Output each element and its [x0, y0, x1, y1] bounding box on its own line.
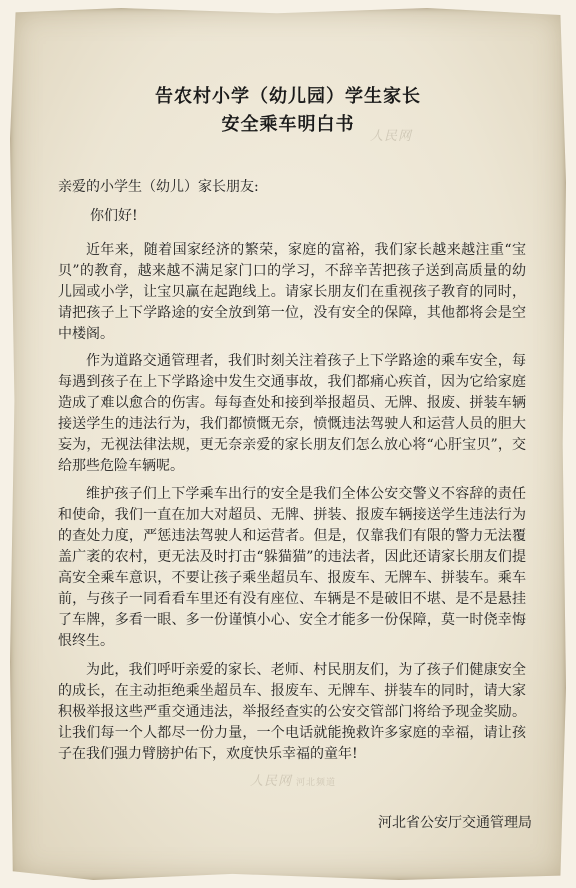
watermark-brand: 人民网 [370, 129, 413, 144]
paragraph: 为此，我们呼吁亲爱的家长、老师、村民朋友们，为了孩子们健康安全的成长，在主动拒绝乘坐超员车、报废车、无牌车、拼装车的同时，请大家积极举报这些严重交通违法，举报经查实的公安交管部门将给予现金奖励。让我们每一个人都尽一份力量，一个电话就能挽救许多家庭的幸福，请让孩子在我们强力臂膀护佑下，欢度快乐幸福的童年! [58, 662, 526, 762]
greeting: 你们好! [90, 208, 138, 224]
document-title-line1: 告农村小学（幼儿园）学生家长 [155, 86, 421, 107]
paragraph: 近年来，随着国家经济的繁荣，家庭的富裕，我们家长越来越注重“宝贝”的教育，越来越不满足家门口的学习，不辞辛苦把孩子送到高质量的幼儿园或小学，让宝贝赢在起跑线上。请家长朋友们在重视孩子教育的同时，请把孩子上下学路途的安全放到第一位，没有安全的保障，其他都将会是空中楼阁。 [58, 242, 526, 342]
paragraph: 作为道路交通管理者，我们时刻关注着孩子上下学路途的乘车安全，每每遇到孩子在上下学路途中发生交通事故，我们都痛心疾首，因为它给家庭造成了难以愈合的伤害。每每查处和接到举报超员、无牌、报废、拼装车辆接送学生的违法行为，我们都愤慨无奈，愤慨违法驾驶人和运营人员的胆大妄为，无视法律法规，更无奈亲爱的家长朋友们怎么放心将“心肝宝贝”，交给那些危险车辆呢。 [58, 353, 526, 474]
watermark-logo-bottom [250, 770, 336, 789]
paragraph: 维护孩子们上下学乘车出行的安全是我们全体公安交警义不容辞的责任和使命，我们一直在加大对超员、无牌、拼装、报废车辆接送学生违法行为的查处力度，严惩违法驾驶人和运营者。但是，仅靠我们有限的警力无法覆盖广袤的农村，更无法及时打击“躲猫猫”的违法者，因此还请家长朋友们提高安全乘车意识，不要让孩子乘坐超员车、报废车、无牌车、拼装车。乘车前，与孩子一同看看车里还有没有座位、车辆是不是破旧不堪、是不是悬挂了车牌，多看一眼、多一份谨慎小心、安全才能多一份保障，莫一时侥幸悔恨终生。 [58, 486, 526, 649]
watermark-brand: 人民网 [250, 774, 293, 789]
document-title-line2: 安全乘车明白书 [221, 114, 355, 135]
signature: 河北省公安厅交通管理局 [378, 815, 532, 831]
salutation: 亲爱的小学生（幼儿）家长朋友: [58, 179, 259, 195]
watermark-region: 河北频道 [296, 778, 337, 788]
